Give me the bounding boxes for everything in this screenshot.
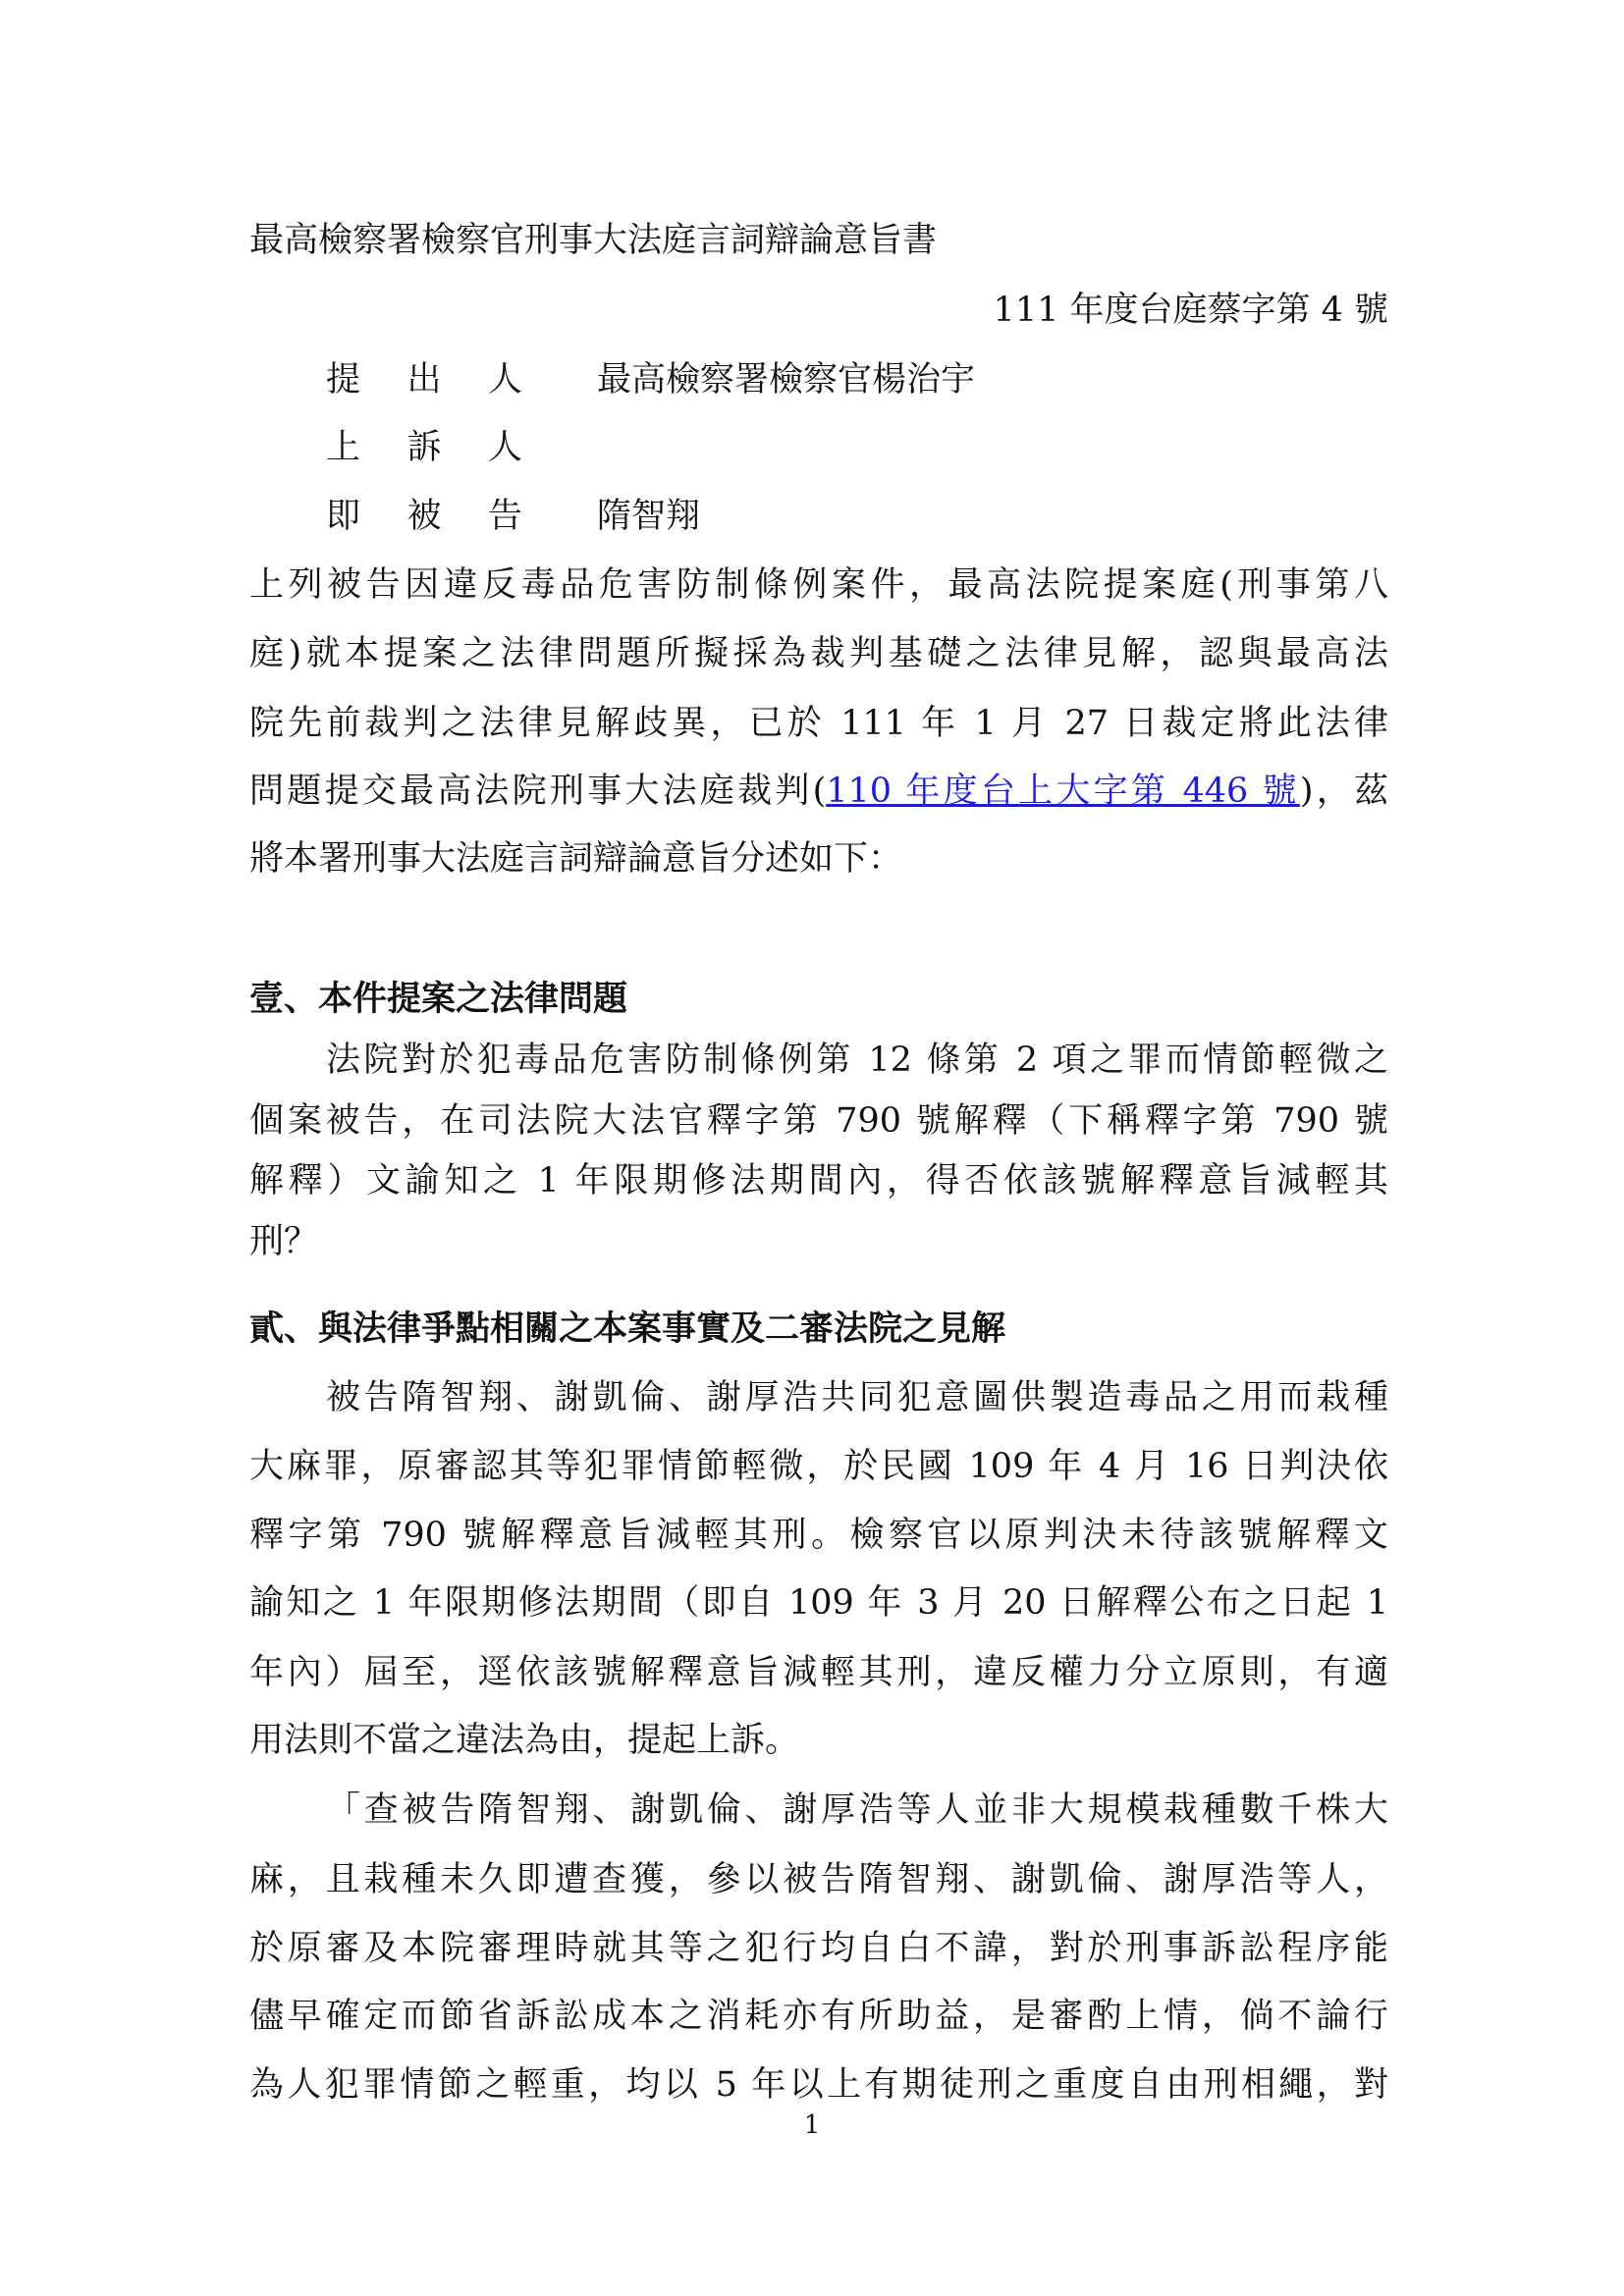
document-title: 最高檢察署檢察官刑事大法庭言詞辯論意旨書 <box>249 221 938 260</box>
intro-line: 上列被告因違反毒品危害防制條例案件，最高法院提案庭(刑事第八 <box>249 565 1388 605</box>
body-line: 被告隋智翔、謝凱倫、謝厚浩共同犯意圖供製造毒品之用而栽種 <box>326 1378 1388 1417</box>
party-value: 最高檢察署檢察官楊治宇 <box>597 360 976 400</box>
intro-text: )，茲 <box>1299 772 1389 811</box>
body-line: 刑？ <box>249 1222 319 1261</box>
page-number: 1 <box>803 2110 821 2140</box>
body-line: 諭知之 1 年限期修法期間（即自 109 年 3 月 20 日解釋公布之日起 1 <box>249 1583 1388 1623</box>
party-label: 即被告 <box>326 497 522 536</box>
quote-line: 於原審及本院審理時就其等之犯行均自白不諱，對於刑事訴訟程序能 <box>249 1929 1388 1968</box>
case-number: 111 年度台庭蔡字第 4 號 <box>993 291 1388 330</box>
party-proposer <box>326 358 975 401</box>
intro-line <box>249 770 1388 813</box>
body-line: 大麻罪，原審認其等犯罪情節輕微，於民國 109 年 4 月 16 日判決依 <box>249 1447 1388 1486</box>
body-line: 用法則不當之違法為由，提起上訴。 <box>249 1721 800 1760</box>
party-value: 隋智翔 <box>597 497 701 536</box>
quote-line: 儘早確定而節省訴訟成本之消耗亦有所助益，是審酌上情，倘不論行 <box>249 1997 1388 2036</box>
section-heading: 壹、本件提案之法律問題 <box>249 979 628 1019</box>
section-heading: 貳、與法律爭點相關之本案事實及二審法院之見解 <box>249 1308 1006 1349</box>
intro-line: 將本署刑事大法庭言詞辯論意旨分述如下： <box>249 839 903 879</box>
intro-line: 庭)就本提案之法律問題所擬採為裁判基礎之法律見解，認與最高法 <box>249 634 1388 673</box>
body-line: 個案被告，在司法院大法官釋字第 790 號解釋（下稱釋字第 790 號 <box>249 1101 1388 1141</box>
party-label: 上訴人 <box>326 428 522 467</box>
body-line: 年內）屆至，逕依該號解釋意旨減輕其刑，違反權力分立原則，有適 <box>249 1653 1388 1692</box>
body-line: 釋字第 790 號解釋意旨減輕其刑。檢察官以原判決未待該號解釋文 <box>249 1516 1388 1555</box>
intro-text: 問題提交最高法院刑事大法庭裁判( <box>249 772 827 811</box>
case-link[interactable]: 110 年度台上大字第 446 號 <box>826 772 1300 811</box>
party-appellant <box>326 426 597 469</box>
quote-line: 麻，且栽種未久即遭查獲，參以被告隋智翔、謝凱倫、謝厚浩等人， <box>249 1860 1388 1899</box>
body-line: 解釋）文諭知之 1 年限期修法期間內，得否依該號解釋意旨減輕其 <box>249 1161 1388 1201</box>
party-label: 提出人 <box>326 360 522 400</box>
intro-line: 院先前裁判之法律見解歧異，已於 111 年 1 月 27 日裁定將此法律 <box>249 704 1388 743</box>
body-line: 法院對於犯毒品危害防制條例第 12 條第 2 項之罪而情節輕微之 <box>326 1041 1388 1080</box>
quote-line: 為人犯罪情節之輕重，均以 5 年以上有期徒刑之重度自由刑相繩，對 <box>249 2065 1388 2105</box>
party-defendant <box>326 495 700 538</box>
quote-line: 「查被告隋智翔、謝凱倫、謝厚浩等人並非大規模栽種數千株大 <box>326 1790 1388 1830</box>
